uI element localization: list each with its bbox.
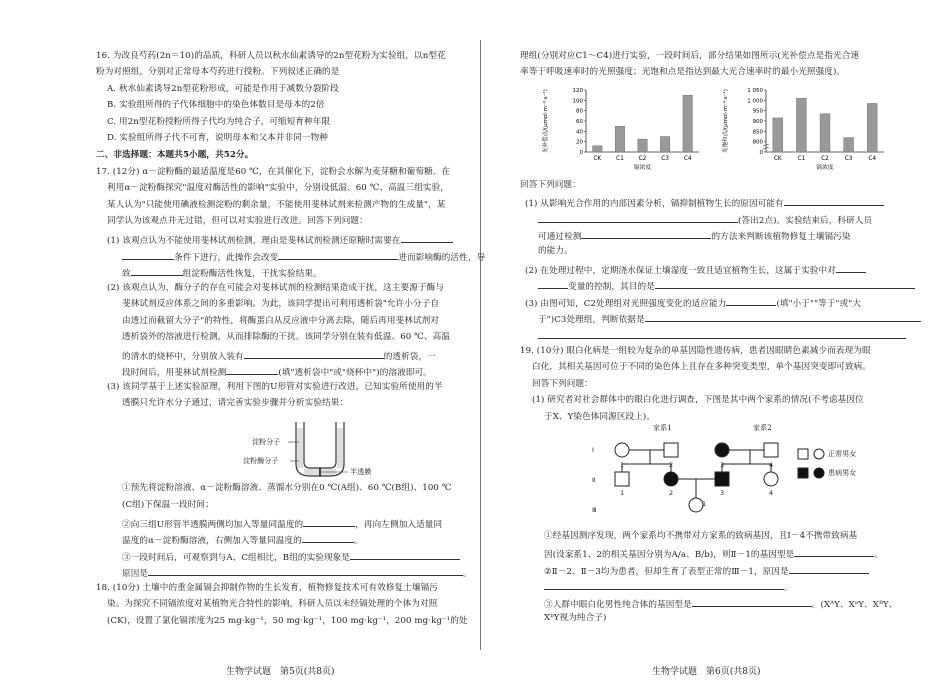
q18-a-line3: 可通过检测 的方法来判断该植物修复土壤镉污染 xyxy=(538,229,851,243)
svg-text:4: 4 xyxy=(769,461,774,469)
q19-sub1-a: (1) 研究者对社会群体中的眼白化进行调查，下图是其中两个家系的情况(不考虑基因位 xyxy=(532,395,864,405)
q17-step1-b: (C组)下保温一段时间； xyxy=(122,500,214,510)
chart1-xtick-C1: C1 xyxy=(616,156,624,162)
q17-sub1-b: 条件下进行，此操作会改变 进而影响酶的活性，导 xyxy=(122,250,485,264)
q19-p2-a: ②Ⅱ－2、Ⅱ－3均为患者，但却生育了表型正常的Ⅲ－1，原因是 xyxy=(544,564,869,578)
left-footer: 生物学试题 第5页(共8页) xyxy=(226,667,335,677)
legend-normal-label: 正常男女 xyxy=(828,450,857,458)
svg-text:4: 4 xyxy=(769,489,774,497)
chart1-bar-C1 xyxy=(615,126,624,152)
chart2-xtick-C3: C3 xyxy=(844,156,853,162)
q16-option-a: A. 秋水仙素诱导2n型花粉形成，可能是作用于减数分裂阶段 xyxy=(107,84,339,94)
fig-label-membrane: 半透膜 xyxy=(350,468,372,476)
q17-sub3-b: 透膜只允许水分子通过，请完善实验步骤并分析实验结果： xyxy=(122,398,349,408)
chart1-ytick: 0 xyxy=(579,150,583,156)
svg-text:3: 3 xyxy=(720,461,725,469)
q19-p1-a: ①经基因测序发现，两个家系均不携带对方家系的致病基因，且Ⅰ－4不携带致病基 xyxy=(544,531,858,541)
q17-step2-b: 温度的α－淀粉酶溶液，右侧加入等量同温度的 。 xyxy=(122,533,362,547)
q17-line-1: 17. (12分) α－淀粉酶的最适温度是60 ℃，在其催化下，淀粉会水解为麦芽糖和葡萄糖。在 xyxy=(96,167,451,177)
q18-prompt: 回答下列问题： xyxy=(520,180,581,190)
q17-line-4: 同学认为该观点并无过错，但可以对实验进行改进。回答下列问题： xyxy=(107,216,368,226)
svg-text:2: 2 xyxy=(669,489,674,497)
q17-sub3-a: (3) 该同学基于上述实验原理，利用下图的U形管对实验进行改进，已知实验所使用的半 xyxy=(107,382,443,392)
chart1-ytick: 100 xyxy=(572,98,583,105)
chart1-xtick-C4: C4 xyxy=(683,156,692,162)
chart2-ytick: 0 xyxy=(759,150,763,156)
legend-affected-male xyxy=(798,468,808,478)
q19-p2-b: 。 xyxy=(544,580,793,594)
chart1-ytick: 80 xyxy=(576,108,583,115)
q18-c-line2: 于")C3处理组，判断依据是 xyxy=(538,312,921,326)
q17-sub2-f: 段时间后，用斐林试剂检测 (填"透析袋中"或"烧杯中")的溶液即可。 xyxy=(122,365,432,379)
light-saturation-chart xyxy=(720,84,900,174)
chart2-xlabel: 镉浓度 xyxy=(816,165,834,171)
gen-label-II: Ⅱ xyxy=(592,476,596,484)
q17-line-2: 利用α－淀粉酶探究"温度对酶活性的影响"实验中，分别设低温、60 ℃、高温三组实验， xyxy=(107,183,449,193)
q16-option-c: C. 用2n型花粉授粉所得子代均为纯合子，可缩短育种年限 xyxy=(107,117,331,127)
q18-b-line1: (2) 在处理过程中，定期浇水保证土壤湿度一致且适宜植物生长，这属于实验中对 xyxy=(525,263,866,277)
chart2-bar-C2 xyxy=(820,114,830,152)
chart1-bar-C3 xyxy=(660,137,669,153)
chart2-ytick: 1 050 xyxy=(747,88,763,94)
section-2-heading: 二、非选择题：本题共5小题，共52分。 xyxy=(96,150,254,160)
legend-normal-male xyxy=(798,449,808,459)
chart2-xtick-C4: C4 xyxy=(868,156,877,162)
right-page xyxy=(480,0,950,688)
legend-affected-female xyxy=(814,468,824,478)
legend-normal-female xyxy=(814,449,824,459)
q17-step1-a: ①预先将淀粉溶液、α－淀粉酶溶液、蒸馏水分别在0 ℃(A组)、60 ℃(B组)、100 ℃ xyxy=(122,483,452,493)
legend-affected-label: 患病男女 xyxy=(828,469,857,477)
chart1-ytick: 40 xyxy=(576,129,583,136)
chart1-bar-C2 xyxy=(638,139,647,152)
q19-sub1-b: 于X、Y染色体同源区段上)。 xyxy=(544,412,656,422)
right-footer: 生物学试题 第6页(共8页) xyxy=(652,667,761,677)
chart2-ytick: 900 xyxy=(752,119,763,125)
q17-sub2-b: 斐林试剂反应体系之间的多重影响。为此，该同学提出可利用透析袋"允许小分子自 xyxy=(122,299,440,309)
svg-text:1: 1 xyxy=(620,461,625,469)
chart2-ytick: 950 xyxy=(752,108,763,115)
q16-stem-2: 粉为对照组，分别对正常母本芍药进行授粉。下列叙述正确的是 xyxy=(96,67,340,77)
q18-line-1: 18. (10分) 土壤中的重金属镉会抑制作物的生长发育，植物修复技术可有效修复土壤镉污 xyxy=(96,583,438,593)
chart2-bar-C3 xyxy=(844,138,854,152)
pedigree-II3 xyxy=(715,472,729,486)
q17-sub1-c: 致 组淀粉酶活性恢复，干扰实验结果。 xyxy=(122,266,322,280)
chart1-ytick: 120 xyxy=(572,88,583,94)
q19-line-2: 白化，其相关基因可位于不同的染色体上且存在多种突变类型，单个基因突变即可致病。 xyxy=(532,362,872,372)
q17-step2-a: ②向三组U形管半透膜两侧均加入等量同温度的 ，再向左侧加入适量同 xyxy=(122,517,442,531)
q18-a-line2: (答出2点)。实验结束后，科研人员 xyxy=(538,213,872,227)
gen-label-I: Ⅰ xyxy=(592,446,594,454)
pedigree-family2: 家系2 xyxy=(753,424,772,432)
q18-line-2: 染。为探究不同镉浓度对某植物光合特性的影响，科研人员以未经镉处理的个体为对照 xyxy=(107,599,438,609)
light-compensation-chart xyxy=(540,84,715,174)
chart2-ylabel: 光饱和点/(μmol·m⁻²·s⁻¹) xyxy=(723,89,729,153)
pedigree-I4 xyxy=(764,443,778,457)
chart1-bar-CK xyxy=(593,146,602,152)
q17-step3-a: ③一段时间后，可观察到与A、C组相比，B组的实验现象是 xyxy=(122,550,460,564)
q17-line-3: 某人认为"只能使用碘液检测淀粉的剩余量，不能使用斐林试剂来检测产物的生成量"，某 xyxy=(107,200,446,210)
q18-cont-1: 理组(分别对应C1～C4)进行实验，一段时间后，部分结果如图所示(光补偿点是指光合速 xyxy=(520,51,860,61)
pedigree-I2 xyxy=(664,443,678,457)
q17-step3-b: 原因是 。 xyxy=(122,566,472,580)
gen-label-III: Ⅲ xyxy=(592,506,597,514)
pedigree-I3 xyxy=(715,443,729,457)
q17-sub2-e: 的清水的烧杯中，分别放入装有 的透析袋，一 xyxy=(122,349,436,363)
chart2-xtick-C1: C1 xyxy=(797,156,806,162)
chart2-xtick-CK: CK xyxy=(773,156,782,162)
chart1-xlabel: 镉浓度 xyxy=(633,165,652,171)
q16-stem-1: 16. 为改良芍药(2n＝10)的品质，科研人员以秋水仙素诱导的2n型花粉为实验组，以n型花 xyxy=(96,51,446,61)
q18-c-line3 xyxy=(538,329,906,343)
q17-sub2-a: (2) 该观点认为，酶分子的存在可能会对斐林试剂的检测结果造成干扰，这主要源于酶与 xyxy=(107,283,444,293)
q16-option-d: D. 实验组所得子代不可育，说明母本和父本并非同一物种 xyxy=(107,133,328,143)
q17-sub2-c: 由透过而截留大分子"的特性，将酶蛋白从反应液中分离去除，随后再用斐林试剂对 xyxy=(122,316,440,326)
q19-line-3: 回答下列问题： xyxy=(532,379,593,389)
chart2-bar-CK xyxy=(773,118,783,152)
q18-cont-2: 率等于呼吸速率时的光照强度；光饱和点是指达到最大光合速率时的最小光照强度)。 xyxy=(520,67,846,77)
q18-a-line4: 的能力。 xyxy=(538,246,573,256)
chart1-ytick: 20 xyxy=(576,139,583,146)
q18-b-line2: 变量的控制，其目的是 xyxy=(538,279,915,293)
q18-a-line1: (1) 从影响光合作用的内部因素分析，镉抑制植物生长的原因可能有 xyxy=(525,196,884,210)
svg-text:3: 3 xyxy=(720,489,725,497)
pedigree-II1 xyxy=(615,472,629,486)
chart2-xtick-C2: C2 xyxy=(821,156,829,162)
q18-line-3: (CK)，设置了氯化镉浓度为25 mg·kg⁻¹，50 mg·kg⁻¹，100 mg·kg⁻¹，200 mg·kg⁻¹的处 xyxy=(107,616,468,626)
q17-sub2-d: 透析袋外的溶液进行检测，从而排除酶的干扰。该同学分别在装有低温、60 ℃、高温 xyxy=(122,332,450,342)
pedigree-II2 xyxy=(664,472,678,486)
fig-label-starch: 淀粉分子 xyxy=(252,438,281,446)
q18-c-line1: (3) 由图可知，C2处理组对光照强度变化的适应能力 (填"小于""等于"或"大 xyxy=(525,296,861,310)
chart1-xtick-C2: C2 xyxy=(638,156,647,162)
svg-text:1: 1 xyxy=(620,489,625,497)
pedigree-chart xyxy=(590,420,850,520)
chart2-bar-C4 xyxy=(867,103,877,152)
chart2-ytick: 800 xyxy=(752,139,763,146)
q19-p3-a: ③人群中眼白化男性纯合体的基因型是 。(XᴬY、XᵃY、XᴮY、 xyxy=(544,597,898,611)
chart1-ylabel: 光补偿点/(μmol·m⁻²·s⁻¹) xyxy=(543,89,549,153)
q19-line-1: 19. (10分) 眼白化病是一组较为复杂的单基因隐性遗传病，患者因眼睛色素减少而表现为眼 xyxy=(520,346,871,356)
q17-sub1-a: (1) 该观点认为不能使用斐林试剂检测，理由是斐林试剂检测还原糖时需要在 xyxy=(107,233,453,247)
q19-p3-b: XᵇY视为纯合子) xyxy=(544,613,607,623)
chart2-bar-C1 xyxy=(796,98,806,152)
pedigree-I1 xyxy=(615,443,629,457)
fig-label-amylase: 淀粉酶分子 xyxy=(243,457,279,465)
chart1-ytick: 60 xyxy=(576,119,583,125)
pedigree-II4 xyxy=(764,472,778,486)
pedigree-III1 xyxy=(689,498,703,512)
chart2-ytick: 850 xyxy=(752,129,763,136)
pedigree-family1: 家系1 xyxy=(653,424,672,432)
svg-text:1: 1 xyxy=(702,500,707,508)
q19-p1-b: 因(设家系1、2的相关基因分别为A/a、B/b)，则Ⅱ－1的基因型是 。 xyxy=(544,547,883,561)
q16-option-b: B. 实验组所得的子代体细胞中的染色体数目是母本的2倍 xyxy=(107,100,325,110)
svg-text:2: 2 xyxy=(669,461,674,469)
chart1-xtick-CK: CK xyxy=(593,156,602,162)
chart1-xtick-C3: C3 xyxy=(661,156,669,162)
chart1-bar-C4 xyxy=(683,95,692,152)
chart2-ytick: 1 000 xyxy=(747,98,763,105)
